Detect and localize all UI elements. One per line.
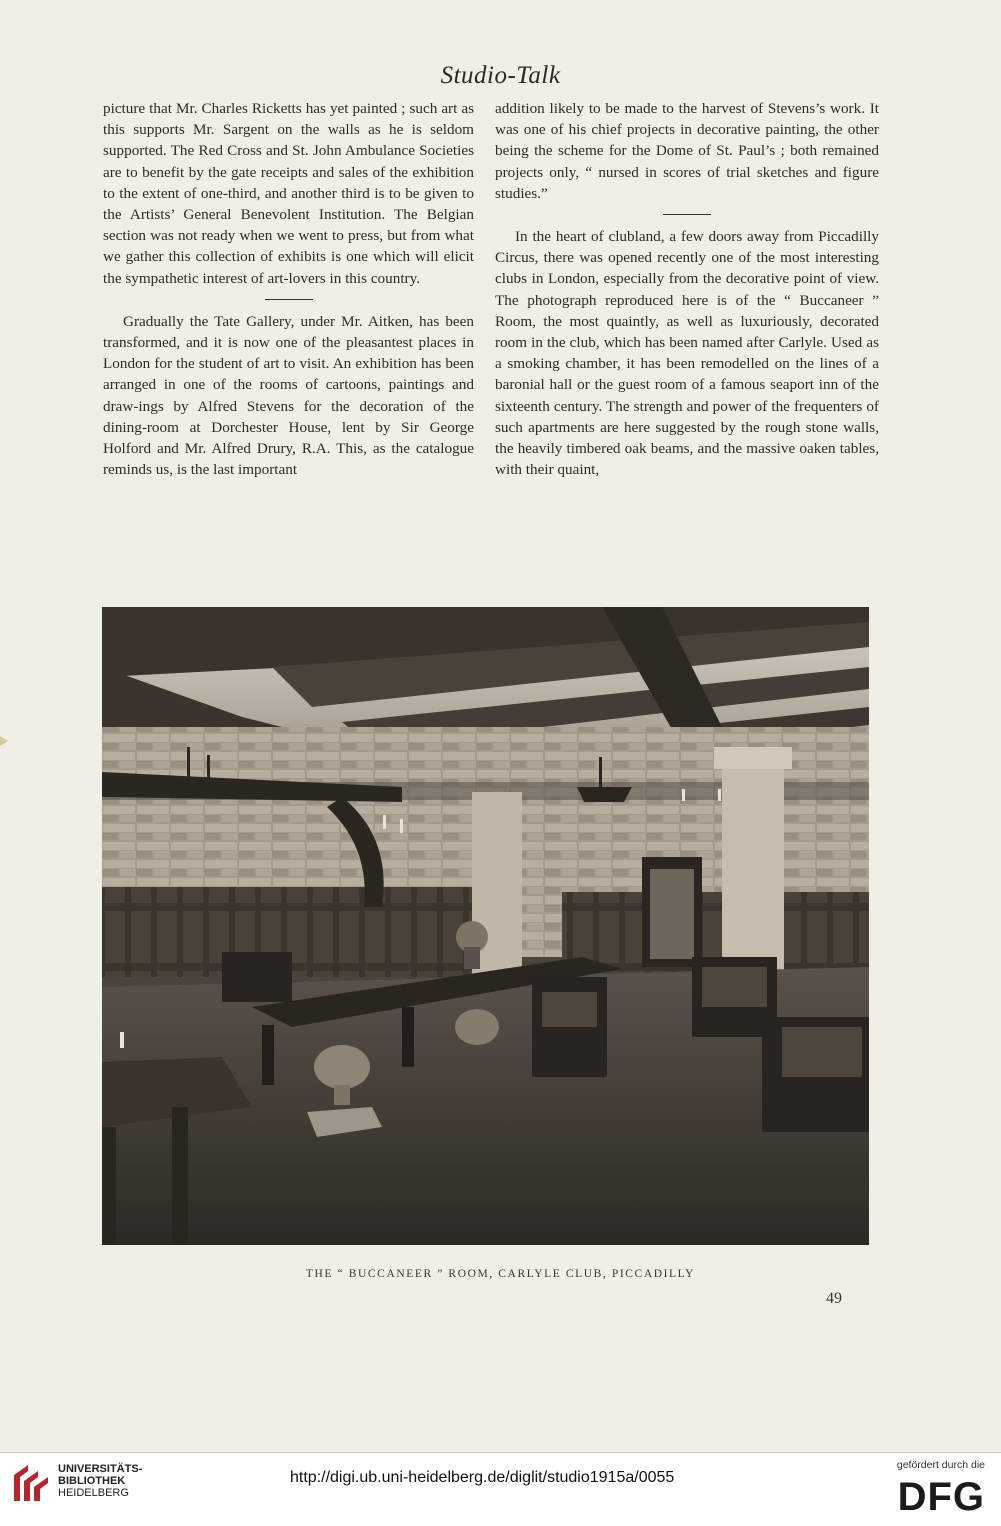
permalink-url[interactable]: http://digi.ub.uni-heidelberg.de/diglit/studio1915a/0055 [290, 1469, 675, 1486]
digitization-footer [0, 1452, 1001, 1526]
library-name-line-1: UNIVERSITÄTS- [58, 1463, 143, 1475]
buccaneer-room-photograph [102, 607, 869, 1245]
left-paragraph-1: picture that Mr. Charles Ricketts has yet painted ; such art as this supports Mr. Sargent on the walls as he is seldom supported. The Red Cross and St. John Ambulance Societies are to benefit by the gate receipts and sales of the exhibition to the extent of one-third, and another third is to be given to the Artists’ General Benevolent Institution. The Belgian section was not ready when we went to press, but from what we gather this collection of exhibits is one which will elicit the sympathetic interest of art-lovers in this country. [103, 100, 474, 287]
right-text-column [495, 98, 879, 480]
library-name-line-2: BIBLIOTHEK [58, 1475, 126, 1487]
section-divider [265, 299, 313, 300]
funding-note: gefördert durch die [896, 1459, 985, 1471]
dfg-logo: DFG [897, 1475, 985, 1519]
right-paragraph-2: In the heart of clubland, a few doors away from Piccadilly Circus, there was opened recently one of the most interesting clubs in London, especially from the decorative point of view. The photograph reproduced here is of the “ Buccaneer ” Room, the most quaintly, as well as luxuriously, decorated room in the club, which has been named after Carlyle. Used as a smoking chamber, it has been remodelled on the lines of a baronial hall or the guest room of a famous seaport inn of the sixteenth century. The strength and power of the frequenters of such apartments are here suggested by the rough stone walls, the heavily timbered oak beams, and the massive oaken tables, with their quaint, [495, 228, 879, 479]
page-edge-mark [0, 730, 10, 752]
university-library-logo-icon [10, 1461, 54, 1505]
photo-caption: THE “ BUCCANEER ” ROOM, CARLYLE CLUB, PICCADILLY [305, 1268, 696, 1280]
library-name-line-3: HEIDELBERG [58, 1487, 129, 1499]
right-paragraph-1: addition likely to be made to the harvest of Stevens’s work. It was one of his chief projects in decorative painting, the other being the scheme for the Dome of St. Paul’s ; both remained projects only, “ nursed in scores of trial sketches and figure studies.” [495, 100, 879, 202]
page-number: 49 [826, 1290, 842, 1307]
section-divider [663, 214, 711, 215]
running-head: Studio-Talk [440, 62, 561, 89]
left-text-column [103, 98, 474, 480]
university-library-name [58, 1463, 142, 1499]
left-paragraph-2: Gradually the Tate Gallery, under Mr. Aitken, has been transformed, and it is now one of the pleasantest places in London for the student of art to visit. An exhibition has been arranged in one of the rooms of cartoons, paintings and draw-ings by Alfred Stevens for the decoration of the dining-room at Dorchester House, lent by Sir George Holford and Mr. Alfred Drury, R.A. This, as the catalogue reminds us, is the last important [103, 312, 474, 479]
